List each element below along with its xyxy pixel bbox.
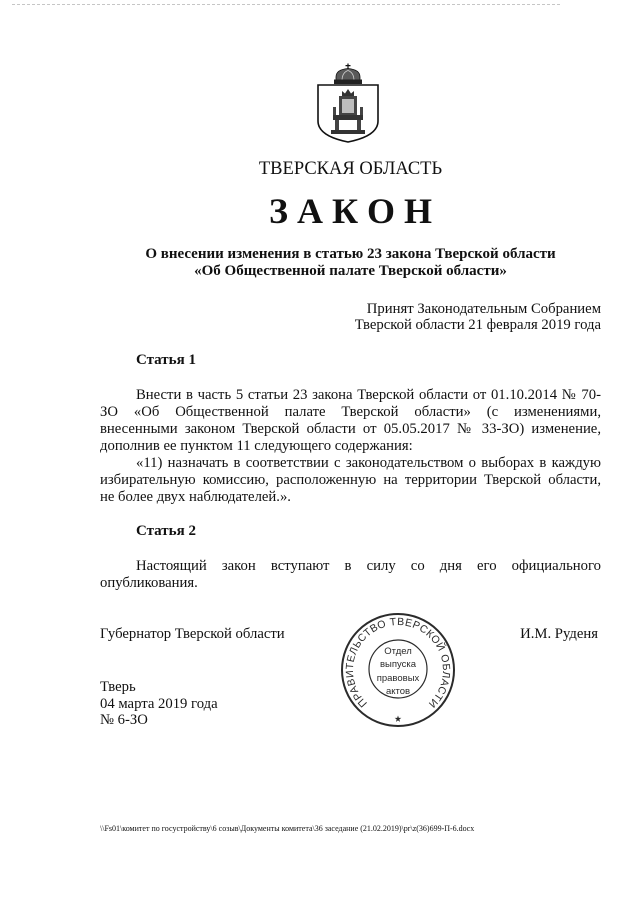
scan-edge-line xyxy=(12,4,560,5)
law-title-line: О внесении изменения в статью 23 закона Тверской области xyxy=(145,246,556,262)
text-line: дополнив ее пунктом 11 следующего содержания: xyxy=(100,438,413,454)
law-title-line: «Об Общественной палате Тверской области» xyxy=(194,263,507,279)
article-1-text xyxy=(100,387,601,506)
text-line: ЗО «Об Общественной палате Тверской области» (с изменениями, xyxy=(100,404,601,420)
issue-date: 04 марта 2019 года xyxy=(100,695,218,712)
text-line: избирательную комиссию, расположенную на территории Тверской области, xyxy=(100,472,601,488)
throne-leg-right xyxy=(357,120,361,131)
article-2-text xyxy=(100,558,601,592)
stamp-center-line: правовых xyxy=(376,673,420,684)
article-2-heading: Статья 2 xyxy=(136,523,196,539)
issue-details xyxy=(100,679,320,729)
article-1-heading: Статья 1 xyxy=(136,352,196,368)
throne-back-panel xyxy=(342,99,354,113)
stamp-center-line: выпуска xyxy=(379,659,417,670)
throne-base xyxy=(331,130,365,134)
issue-place: Тверь xyxy=(100,679,136,695)
stamp-ring-text-path: ПРАВИТЕЛЬСТВО ТВЕРСКОЙ ОБЛАСТИ xyxy=(343,615,453,710)
text-line: не более двух наблюдателей.». xyxy=(100,489,291,505)
adoption-line: Принят Законодательным Собранием xyxy=(366,301,601,317)
issue-number: № 6-ЗО xyxy=(100,712,148,728)
footer-file-path: \\Fs01\комитет по госустройству\6 созыв\Документы комитета\36 заседание (21.02.2019)\pr\z(36)699-П-6.docx xyxy=(100,824,475,833)
text-line: опубликования. xyxy=(100,575,198,591)
signatory-name: И.М. Руденя xyxy=(520,626,598,642)
adoption-note xyxy=(100,301,601,333)
throne-arm-left xyxy=(333,107,336,115)
text-line: внесенными законом Тверской области от 05.05.2017 № 33-ЗО) изменение, xyxy=(100,421,601,437)
throne-leg-left xyxy=(335,120,339,131)
region-name: ТВЕРСКАЯ ОБЛАСТЬ xyxy=(258,159,443,179)
text-line: «11) назначать в соответствии с законодательством о выборах в каждую xyxy=(136,455,601,471)
crown-band xyxy=(334,80,362,85)
star-icon xyxy=(395,716,402,722)
document-type: З А К О Н xyxy=(268,191,433,231)
tver-coat-of-arms-icon xyxy=(316,63,380,143)
throne-arm-right xyxy=(360,107,363,115)
text-line: Настоящий закон вступают в силу со дня его официального xyxy=(136,558,601,574)
stamp-center-line: актов xyxy=(385,686,411,697)
stamp-outer-ring xyxy=(342,614,454,726)
text-line: Внести в часть 5 статьи 23 закона Тверской области от 01.10.2014 № 70- xyxy=(136,387,601,403)
throne-seat xyxy=(333,115,363,120)
signatory-position: Губернатор Тверской области xyxy=(100,626,285,642)
adoption-line: Тверской области 21 февраля 2019 года xyxy=(354,317,601,333)
law-title xyxy=(100,246,601,280)
official-stamp xyxy=(338,610,458,730)
emblem-top-crown xyxy=(334,64,362,85)
stamp-center-line: Отдел xyxy=(384,646,412,657)
